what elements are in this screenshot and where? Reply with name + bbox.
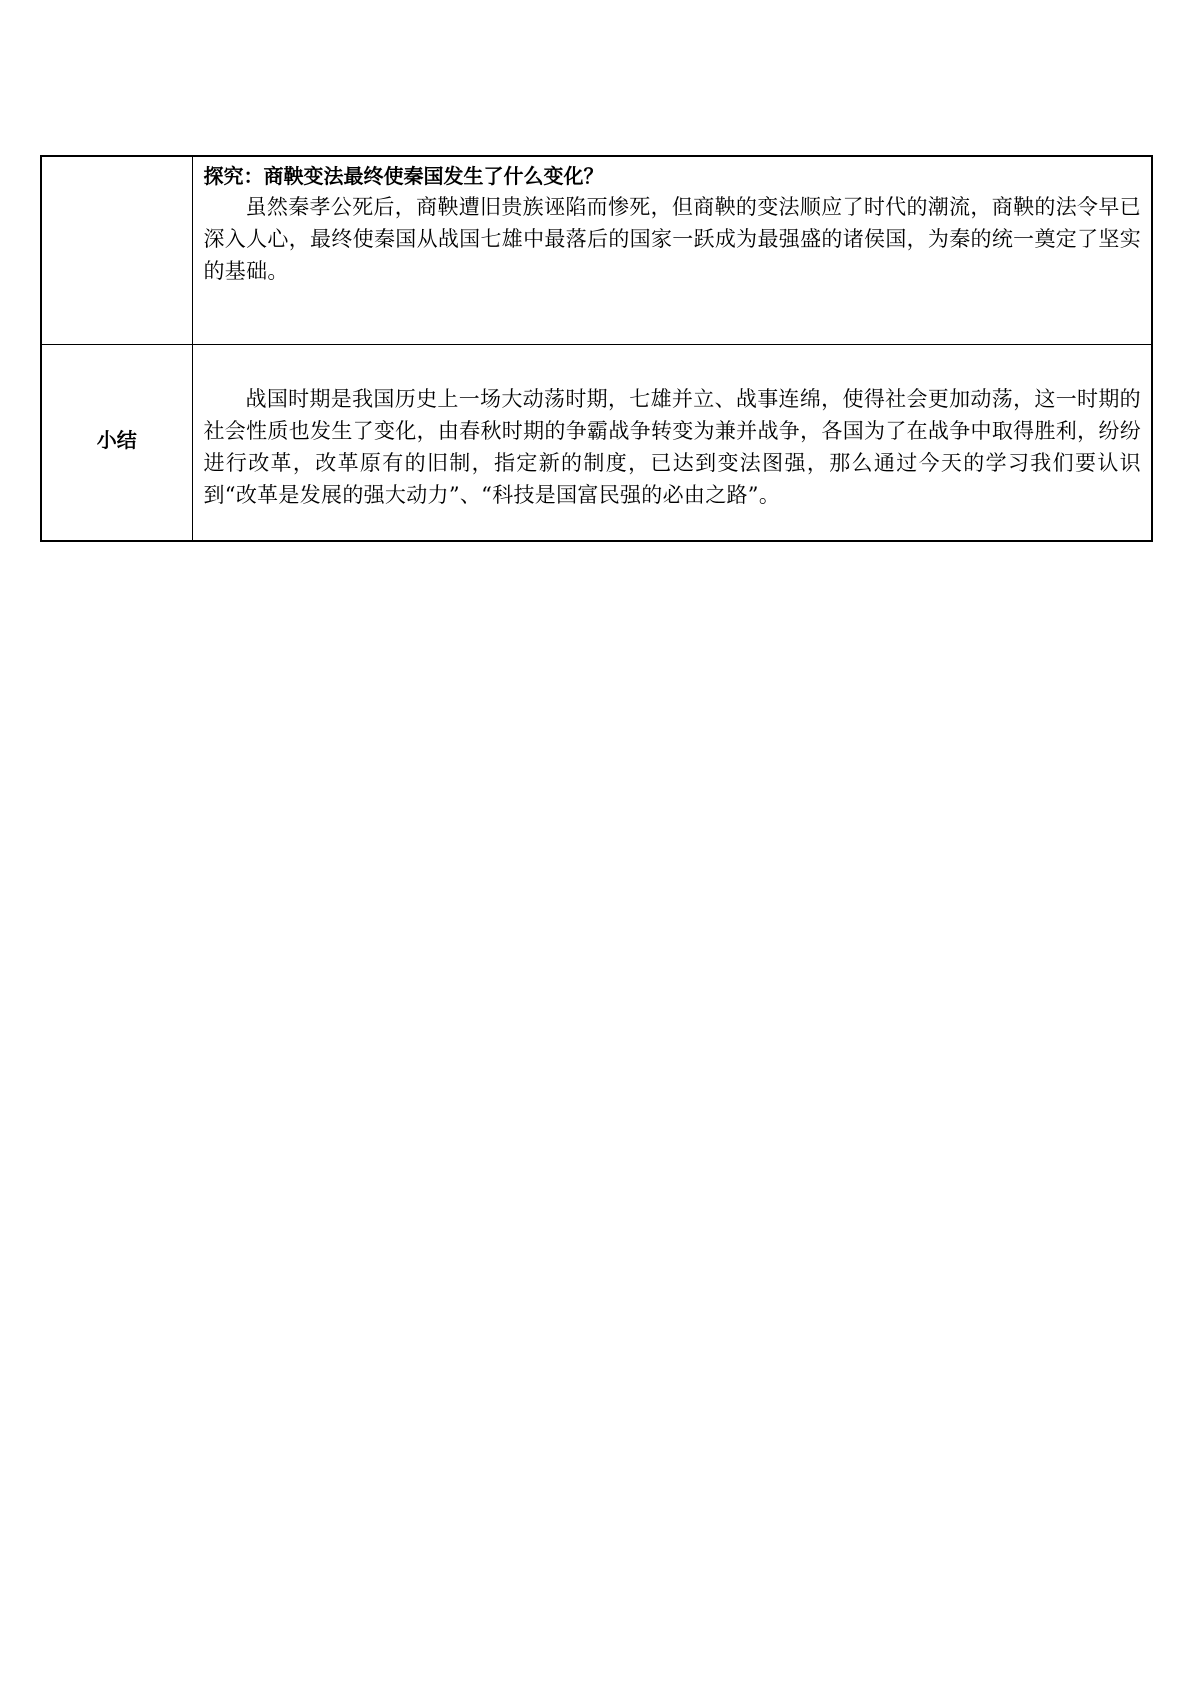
inquiry-row (41, 156, 1152, 345)
summary-label-cell (41, 345, 192, 542)
inquiry-heading: 探究：商鞅变法最终使秦国发生了什么变化？ (203, 164, 604, 188)
inquiry-paragraph: 虽然秦孝公死后，商鞅遭旧贵族诬陷而惨死，但商鞅的变法顺应了时代的潮流，商鞅的法令早已深入人心，最终使秦国从战国七雄中最落后的国家一跃成为最强盛的诸侯国，为秦的统一奠定了坚实的基础。 (203, 195, 1141, 283)
lesson-table (40, 155, 1153, 542)
summary-label: 小结 (96, 428, 137, 452)
inquiry-label-cell (41, 156, 192, 345)
summary-row (41, 345, 1152, 542)
summary-paragraph: 战国时期是我国历史上一场大动荡时期，七雄并立、战事连绵，使得社会更加动荡，这一时期的社会性质也发生了变化，由春秋时期的争霸战争转变为兼并战争，各国为了在战争中取得胜利，纷纷进行改革，改革原有的旧制，指定新的制度，已达到变法图强，那么通过今天的学习我们要认识到“改革是发展的强大动力”、“科技是国富民强的必由之路”。 (203, 387, 1141, 507)
summary-content-cell (192, 345, 1152, 542)
inquiry-content-cell (192, 156, 1152, 345)
